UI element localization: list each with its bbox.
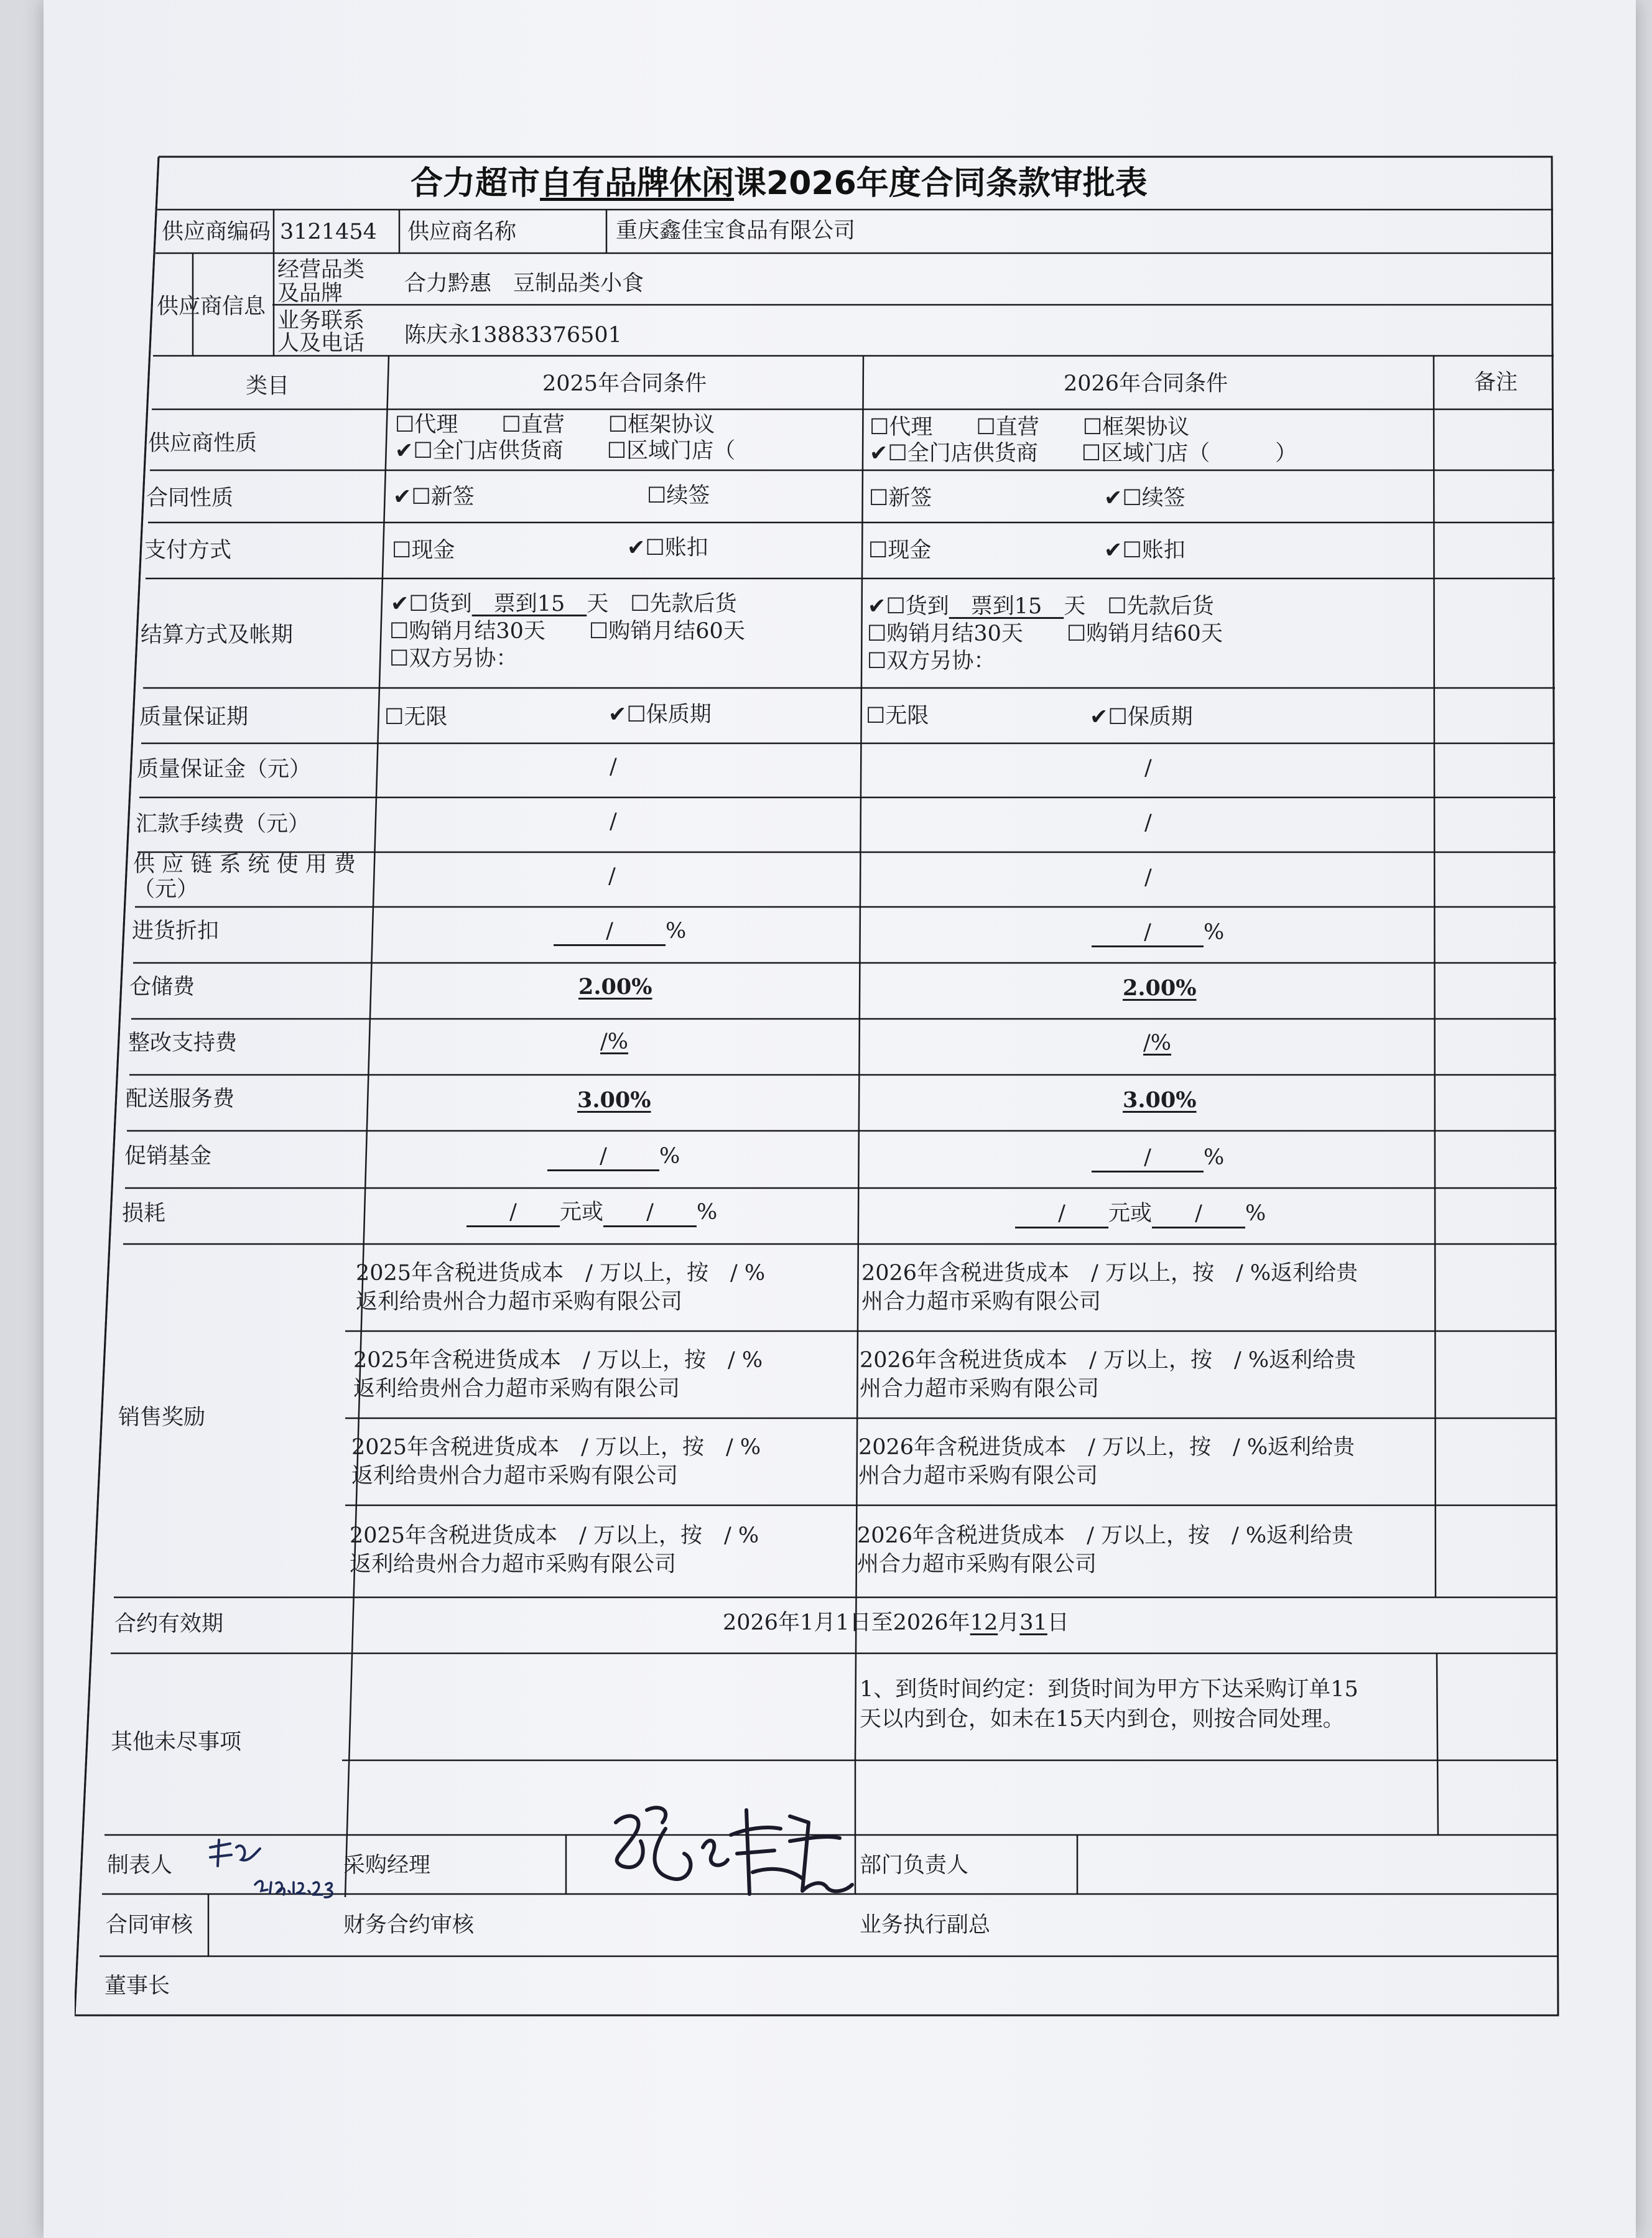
contract-label: 合同性质 bbox=[146, 486, 234, 511]
warranty-2026-unlimited: ☐无限 bbox=[866, 703, 929, 728]
storage-2025: 2.00% bbox=[578, 974, 652, 1000]
nature-2026-line2: ✔☐全门店供货商 ☐区域门店（ ） bbox=[870, 441, 1297, 466]
settle-2025-line2: ☐购销月结30天 ☐购销月结60天 bbox=[389, 619, 745, 644]
scm-fee-2026: / bbox=[1144, 865, 1152, 890]
title-prefix: 合力超市 bbox=[411, 165, 541, 202]
contact-value: 陈庆永13883376501 bbox=[404, 323, 622, 348]
chairman-label: 董事长 bbox=[104, 1974, 170, 1999]
rectify-2026: /% bbox=[1143, 1031, 1172, 1056]
form-title bbox=[411, 164, 1148, 203]
nature-2025-line1: ☐代理 ☐直营 ☐框架协议 bbox=[395, 412, 715, 437]
supplier-code-label: 供应商编码 bbox=[162, 220, 271, 244]
warranty-2025-shelf: ✔☐保质期 bbox=[608, 702, 712, 727]
brand-label: 经营品类 及品牌 bbox=[277, 258, 365, 306]
storage-label: 仓储费 bbox=[129, 975, 195, 1000]
pay-2026-cash: ☐现金 bbox=[868, 538, 932, 563]
reward-2025-row2: 2025年含税进货成本 / 万以上，按 / % 返利给贵州合力超市采购有限公司 bbox=[353, 1348, 763, 1401]
delivery-2026: 3.00% bbox=[1123, 1087, 1197, 1113]
header-2026: 2026年合同条件 bbox=[1064, 371, 1228, 396]
dept-head-label: 部门负责人 bbox=[860, 1853, 969, 1878]
settle-2026-line1: ✔☐货到 票到15 天 ☐先款后货 bbox=[868, 594, 1214, 619]
contract-2025-renew: ☐续签 bbox=[647, 483, 710, 508]
pay-label: 支付方式 bbox=[144, 538, 232, 563]
scm-fee-label: 供 应 链 系 统 使 用 费 （元） bbox=[133, 852, 356, 902]
brand-value: 合力黔惠 豆制品类小食 bbox=[404, 271, 644, 296]
title-brand: 自有品牌休闲 bbox=[540, 165, 735, 202]
remit-label: 汇款手续费（元） bbox=[136, 812, 310, 837]
loss-2025: / 元或 / % bbox=[466, 1199, 717, 1227]
delivery-label: 配送服务费 bbox=[126, 1087, 235, 1112]
reward-label: 销售奖励 bbox=[118, 1405, 206, 1430]
reward-2025-row4: 2025年含税进货成本 / 万以上，按 / % 返利给贵州合力超市采购有限公司 bbox=[350, 1523, 759, 1577]
contract-2026-new: ☐新签 bbox=[869, 486, 932, 511]
pay-2026-deduct: ✔☐账扣 bbox=[1104, 538, 1186, 563]
loss-label: 损耗 bbox=[122, 1201, 166, 1226]
settle-label: 结算方式及帐期 bbox=[141, 623, 294, 648]
header-2025: 2025年合同条件 bbox=[542, 371, 707, 396]
finance-review-label: 财务合约审核 bbox=[343, 1913, 475, 1938]
contract-2026-renew: ✔☐续签 bbox=[1104, 486, 1186, 511]
loss-2026: / 元或 / % bbox=[1015, 1200, 1266, 1228]
deposit-2026: / bbox=[1144, 756, 1152, 781]
header-remark: 备注 bbox=[1474, 370, 1518, 395]
maker-label: 制表人 bbox=[107, 1853, 173, 1878]
warranty-2026-shelf: ✔☐保质期 bbox=[1090, 705, 1193, 730]
other-label: 其他未尽事项 bbox=[111, 1730, 242, 1755]
nature-label: 供应商性质 bbox=[148, 431, 258, 456]
delivery-2025: 3.00% bbox=[577, 1087, 651, 1113]
deposit-2025: / bbox=[610, 755, 617, 779]
validity-label: 合约有效期 bbox=[114, 1612, 224, 1637]
supplier-name: 重庆鑫佳宝食品有限公司 bbox=[616, 218, 856, 243]
settle-2026-line3: ☐双方另协： bbox=[867, 649, 996, 674]
settle-2025-line1: ✔☐货到 票到15 天 ☐先款后货 bbox=[391, 592, 737, 616]
settle-2026-line2: ☐购销月结30天 ☐购销月结60天 bbox=[867, 621, 1223, 646]
contract-2025-new: ✔☐新签 bbox=[393, 485, 475, 509]
approval-form bbox=[75, 156, 1611, 2018]
contact-label: 业务联系 人及电话 bbox=[277, 309, 365, 356]
reward-2026-row4: 2026年含税进货成本 / 万以上，按 / %返利给贵 州合力超市采购有限公司 bbox=[857, 1523, 1354, 1577]
promo-label: 促销基金 bbox=[124, 1144, 212, 1169]
validity-value: 2026年1月1日至2026年12月31日 bbox=[723, 1610, 1069, 1635]
settle-2025-line3: ☐双方另协： bbox=[389, 646, 518, 671]
reward-2026-row1: 2026年含税进货成本 / 万以上，按 / %返利给贵 州合力超市采购有限公司 bbox=[861, 1261, 1358, 1314]
maker-signature bbox=[205, 1835, 342, 1910]
form-grid-lines bbox=[75, 156, 1611, 2018]
nature-2025-line2: ✔☐全门店供货商 ☐区域门店（ bbox=[395, 439, 736, 463]
rectify-label: 整改支持费 bbox=[128, 1031, 238, 1056]
reward-2025-row1: 2025年含税进货成本 / 万以上，按 / % 返利给贵州合力超市采购有限公司 bbox=[356, 1261, 766, 1314]
warranty-2025-unlimited: ☐无限 bbox=[384, 705, 448, 730]
scm-fee-2025: / bbox=[608, 864, 616, 889]
rectify-2025: /% bbox=[600, 1029, 629, 1054]
pay-2025-deduct: ✔☐账扣 bbox=[627, 536, 708, 560]
other-terms-text: 1、到货时间约定：到货时间为甲方下达采购订单15 天以内到仓，如未在15天内到仓，则按合同处理。 bbox=[860, 1677, 1358, 1732]
reward-2026-row2: 2026年含税进货成本 / 万以上，按 / %返利给贵 州合力超市采购有限公司 bbox=[860, 1348, 1357, 1401]
supplier-name-label: 供应商名称 bbox=[407, 220, 517, 244]
purchase-manager-label: 采购经理 bbox=[343, 1853, 431, 1878]
promo-2026: / % bbox=[1092, 1145, 1224, 1172]
remit-2025: / bbox=[610, 809, 617, 834]
supplier-code: 3121454 bbox=[280, 220, 377, 244]
title-suffix: 课2026年度合同条款审批表 bbox=[734, 165, 1148, 202]
deposit-label: 质量保证金（元） bbox=[137, 757, 312, 782]
discount-2025: / % bbox=[554, 918, 686, 946]
contract-review-label: 合同审核 bbox=[106, 1913, 193, 1938]
reward-2025-row3: 2025年含税进货成本 / 万以上，按 / % 返利给贵州合力超市采购有限公司 bbox=[351, 1435, 761, 1488]
remit-2026: / bbox=[1144, 810, 1152, 835]
vp-label: 业务执行副总 bbox=[860, 1913, 991, 1938]
discount-label: 进货折扣 bbox=[132, 919, 220, 944]
nature-2026-line1: ☐代理 ☐直营 ☐框架协议 bbox=[870, 415, 1190, 440]
purchase-manager-signature bbox=[603, 1785, 877, 1903]
discount-2026: / % bbox=[1092, 919, 1224, 947]
warranty-label: 质量保证期 bbox=[139, 705, 249, 730]
reward-2026-row3: 2026年含税进货成本 / 万以上，按 / %返利给贵 州合力超市采购有限公司 bbox=[858, 1435, 1355, 1488]
storage-2026: 2.00% bbox=[1123, 975, 1197, 1001]
supplier-info-label: 供应商信息 bbox=[157, 294, 266, 319]
header-category: 类目 bbox=[246, 374, 290, 399]
promo-2025: / % bbox=[547, 1143, 680, 1171]
pay-2025-cash: ☐现金 bbox=[392, 538, 455, 563]
